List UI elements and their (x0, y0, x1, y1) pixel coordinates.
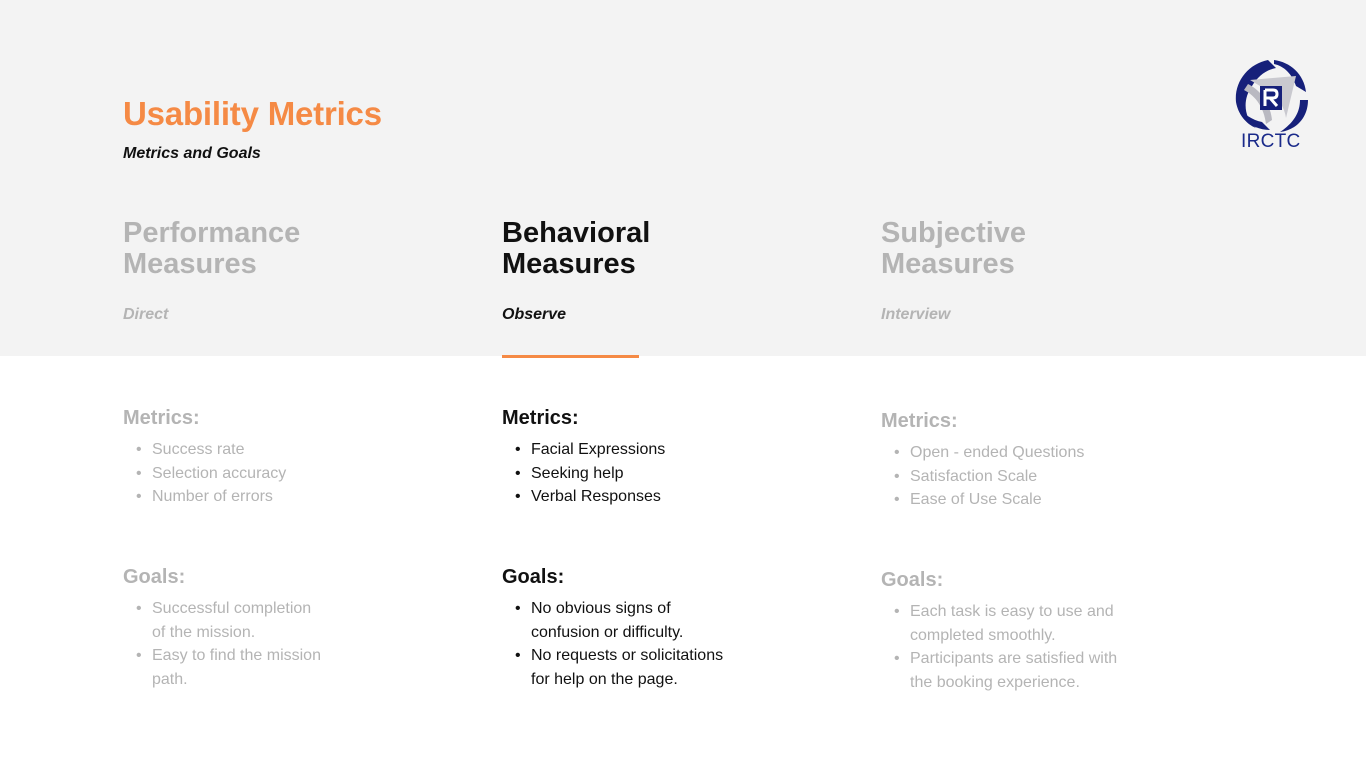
list-item (123, 644, 321, 691)
list-item-line: No requests or solicitations (531, 647, 724, 664)
list-item: • Satisfaction Scale (881, 465, 1084, 489)
header-band (0, 0, 1366, 356)
column-tag: Direct (123, 306, 169, 323)
active-column-underline (502, 355, 639, 358)
column-title (502, 218, 832, 280)
metrics-heading: Metrics: (123, 407, 200, 429)
goals-heading: Goals: (502, 566, 565, 588)
list-item: • Verbal Responses (502, 485, 665, 509)
metrics-list (123, 438, 286, 509)
list-item: • Open - ended Questions (881, 441, 1084, 465)
goals-list (123, 597, 321, 691)
column-title-line2: Measures (502, 248, 636, 280)
list-item-line: of the mission. (152, 623, 256, 641)
column-title (123, 218, 453, 280)
list-item: • Facial Expressions (502, 438, 665, 462)
logo-text: IRCTC (1241, 131, 1301, 152)
metrics-list (881, 441, 1084, 512)
list-item-line: No obvious signs of (531, 600, 671, 617)
list-item-line: Easy to find the mission (152, 647, 321, 664)
column-title-line2: Measures (123, 248, 257, 280)
column-title-line2: Measures (881, 248, 1015, 280)
list-item (502, 644, 723, 691)
metrics-list (502, 438, 665, 509)
column-subjective (881, 217, 1211, 323)
list-item: • Success rate (123, 438, 286, 462)
list-item (123, 597, 321, 644)
goals-list (502, 597, 723, 691)
column-title-line1: Subjective (881, 217, 1027, 249)
list-item-line: confusion or difficulty. (531, 623, 684, 641)
goals-list (881, 600, 1117, 694)
goals-heading: Goals: (881, 569, 944, 591)
list-item: • Seeking help (502, 462, 665, 486)
list-item-line: the booking experience. (910, 673, 1080, 691)
metrics-heading: Metrics: (881, 410, 958, 432)
list-item-line: completed smoothly. (910, 626, 1056, 644)
column-tag: Observe (502, 306, 567, 323)
column-title (881, 218, 1211, 280)
goals-heading: Goals: (123, 566, 186, 588)
list-item: • Selection accuracy (123, 462, 286, 486)
page-title: Usability Metrics (123, 95, 382, 132)
column-title-line1: Performance (123, 217, 301, 249)
list-item-line: path. (152, 670, 188, 688)
column-tag: Interview (881, 306, 951, 323)
column-behavioral (502, 217, 832, 323)
list-item (502, 597, 723, 644)
list-item-line: Participants are satisfied with (910, 650, 1118, 667)
list-item-line: Successful completion (152, 600, 312, 617)
column-performance (123, 217, 453, 323)
list-item-line: Each task is easy to use and (910, 603, 1114, 620)
metrics-heading: Metrics: (502, 407, 579, 429)
list-item: • Ease of Use Scale (881, 488, 1084, 512)
page-subtitle: Metrics and Goals (123, 145, 261, 162)
list-item-line: for help on the page. (531, 670, 678, 688)
column-title-line1: Behavioral (502, 217, 651, 249)
list-item (881, 600, 1117, 647)
list-item (881, 647, 1117, 694)
list-item: • Number of errors (123, 485, 286, 509)
